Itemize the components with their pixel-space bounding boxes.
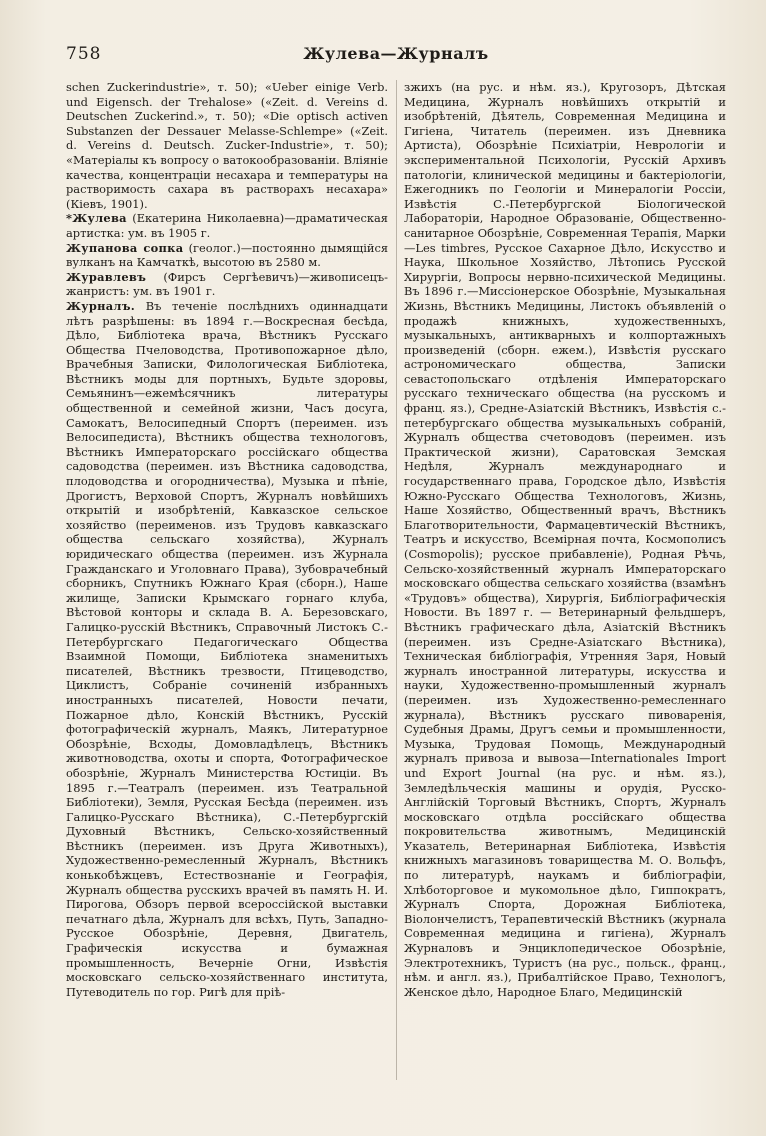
entry-paragraph: [66, 211, 388, 240]
entry-paragraph: [66, 241, 388, 270]
entry-text: schen Zuckerindustrie», т. 50); «Ueber einige Verb. und Eigensch. der Trehalose» («Zeit. d. Vereins d. Deutschen Zuckerind.», т. 50); «Die optisch activen Substanzen der Dessauer Melasse-Schlempe» («Zeit. d. Vereins d. Deutsch. Zucker-Industrie», т. 50); «Матеріалы къ вопросу о ватокообразованіи. Вліяніе качества, концентраціи несахара и температуры на растворимость сахара въ растворахъ несахара» (Кіевъ, 1901).: [66, 80, 388, 211]
entry-text: (геолог.)—постоянно дымящійся вулканъ на Камчаткѣ, высотою въ 2580 м.: [66, 240, 388, 270]
entry-paragraph: [66, 299, 388, 1000]
column-divider: [396, 80, 397, 1080]
page-number: 758: [66, 44, 102, 64]
entry-paragraph: [404, 80, 726, 999]
entry-text: Въ теченіе послѣднихъ одиннадцати лѣтъ разрѣшены: въ 1894 г.—Воскресная бесѣда, Дѣло, Библіотека врача, Вѣстникъ Русскаго Общества Пчеловодства, Противопожарное дѣло, Врачебныя Записки, Филологическая Библіотека, Вѣстникъ моды для портныхъ, Будьте здоровы, Семьянинъ—ежемѣсячникъ литературы общественной и семейной жизни, Часъ досуга, Самокатъ, Велосипедный Спортъ (переимен. изъ Велосипедиста), Вѣстникъ общества технологовъ, Вѣстникъ Императорскаго россійскаго общества садоводства (переимен. изъ Вѣстника садоводства, плодоводства и огородничества), Музыка и пѣніе, Дрогистъ, Верховой Спортъ, Журналъ новѣйшихъ открытій и изобрѣтеній, Кавказское сельское хозяйство (переименов. изъ Трудовъ кавказскаго общества сельскаго хозяйства), Журналъ юридическаго общества (переимен. изъ Журнала Гражданскаго и Уголовнаго Права), Зубоврачебный сборникъ, Спутникъ Южнаго Края (сборн.), Наше жилище, Записки Крымскаго горнаго клуба, Вѣстовой конторы и склада В. А. Березовскаго, Галицко-русскій Вѣстникъ, Справочный Листокъ С.-Петербургскаго Педагогическаго Общества Взаимной Помощи, Библіотека знаменитыхъ писателей, Вѣстникъ трезвости, Птицеводство, Циклистъ, Собраніе сочиненій избранныхъ иностранныхъ писателей, Новости печати, Пожарное дѣло, Конскій Вѣстникъ, Русскій фотографическій журналъ, Маякъ, Литературное Обозрѣніе, Всходы, Домовладѣлецъ, Вѣстникъ животноводства, охоты и спорта, Фотографическое обозрѣніе, Журналъ Министерства Юстиціи. Въ 1895 г.—Театралъ (переимен. изъ Театральной Библіотеки), Земля, Русская Бесѣда (переимен. изъ Галицко-Русскаго Вѣстника), С.-Петербургскій Духовный Вѣстникъ, Сельско-хозяйственный Вѣстникъ (переимен. изъ Друга Животныхъ), Художественно-ремесленный Журналъ, Вѣстникъ конькобѣжцевъ, Естествознаніе и Географія, Журналъ общества русскихъ врачей въ память Н. И. Пирогова, Обзоръ первой всероссійской выставки печатнаго дѣла, Журналъ для всѣхъ, Путь, Западно-Русское Обозрѣніе, Деревня, Двигатель, Графическія искусства и бумажная промышленность, Вечерніе Огни, Извѣстія московскаго сельско-хозяйственнаго института, Путеводитель по гор. Ригѣ для пріѣ-: [66, 298, 388, 999]
entry-text: (Фирсъ Сергѣевичъ)—живописецъ-жанристъ: ум. въ 1901 г.: [66, 269, 388, 299]
entry-paragraph: [66, 270, 388, 299]
running-title: Жулева—Журналъ: [303, 44, 489, 63]
entry-text: (Екатерина Николаевна)—драматическая артистка: ум. въ 1905 г.: [66, 211, 388, 240]
entry-headword: Журналъ.: [66, 298, 136, 313]
page-header: [66, 44, 726, 68]
entry-paragraph: [66, 80, 388, 211]
entry-text: зжихъ (на рус. и нѣм. яз.), Кругозоръ, Дѣтская Медицина, Журналъ новѣйшихъ открытій и изобрѣтеній, Дѣятель, Современная Медицина и Гигіена, Читатель (переимен. изъ Дневника Артиста), Обозрѣніе Психіатріи, Неврологіи и экспериментальной Психологіи, Русскій Архивъ патологіи, клинической медицины и бактеріологіи, Ежегодникъ по Геологіи и Минералогіи Россіи, Извѣстія С.-Петербургской Біологической Лабораторіи, Народное Образованіе, Общественно-санитарное Обозрѣніе, Современная Терапія, Марки—Les timbres, Русское Сахарное Дѣло, Искусство и Наука, Школьное Хозяйство, Лѣтопись Русской Хирургіи, Вопросы нервно-психической Медицины. Въ 1896 г.—Миссіонерское Обозрѣніе, Музыкальная Жизнь, Вѣстникъ Медицины, Листокъ объявленій о продажѣ книжныхъ, художественныхъ, музыкальныхъ, антикварныхъ и колпортажныхъ произведеній (сборн. ежем.), Извѣстія русскаго астрономическаго общества, Записки севастопольскаго отдѣленія Императорскаго русскаго техническаго общества (на русскомъ и франц. яз.), Средне-Азіатскій Вѣстникъ, Извѣстія с.-петербургскаго общества музыкальныхъ собраній, Журналъ общества счетоводовъ (переимен. изъ Практической жизни), Саратовская Земская Недѣля, Журналъ международнаго и государственнаго права, Городское дѣло, Извѣстія Южно-Русскаго Общества Технологовъ, Жизнь, Наше Хозяйство, Общественный врачъ, Вѣстникъ Благотворительности, Фармацевтическій Вѣстникъ, Театръ и искусство, Всемірная почта, Космополисъ (Cosmopolis); русское прибавленіе), Родная Рѣчь, Сельско-хозяйственный журналъ Императорскаго московскаго общества сельскаго хозяйства (взамѣнъ «Трудовъ» общества), Хирургія, Библіографическія Новости. Въ 1897 г. — Ветеринарный фельдшеръ, Вѣстникъ графическаго дѣла, Азіатскій Вѣстникъ (переимен. изъ Средне-Азіатскаго Вѣстника), Техническая библіографія, Утренняя Заря, Новый журналъ иностранной литературы, искусства и науки, Художественно-промышленный журналъ (переимен. изъ Художественно-ремесленнаго журнала), Вѣстникъ русскаго пивоваренія, Судебныя Драмы, Другъ семьи и промышленности, Музыка, Трудовая Помощь, Международный журналъ привоза и вывоза—Internationales Import und Export Journal (на рус. и нѣм. яз.), Земледѣльческія машины и орудія, Русско-Англійскій Торговый Вѣстникъ, Спортъ, Журналъ московскаго отдѣла россійскаго общества покровительства животнымъ, Медицинскій Указатель, Ветеринарная Библіотека, Извѣстія книжныхъ магазиновъ товарищества М. О. Вольфъ, по литературѣ, наукамъ и библіографіи, Хлѣботорговое и мукомольное дѣло, Гиппократъ, Журналъ Спорта, Дорожная Библіотека, Віолончелистъ, Терапевтическій Вѣстникъ (журнала Современная медицина и гигіена), Журналъ Журналовъ и Энциклопедическое Обозрѣніе, Электротехникъ, Туристъ (на рус., польск., франц., нѣм. и англ. яз.), Прибалтійское Право, Технологъ, Женское дѣло, Народное Благо, Медицинскій: [404, 80, 726, 999]
entry-headword: Жупанова сопка: [66, 240, 184, 255]
entry-headword: *Жулева: [66, 211, 127, 226]
entry-headword: Журавлевъ: [66, 269, 147, 284]
left-column: [66, 80, 388, 1090]
right-column: [404, 80, 726, 1090]
